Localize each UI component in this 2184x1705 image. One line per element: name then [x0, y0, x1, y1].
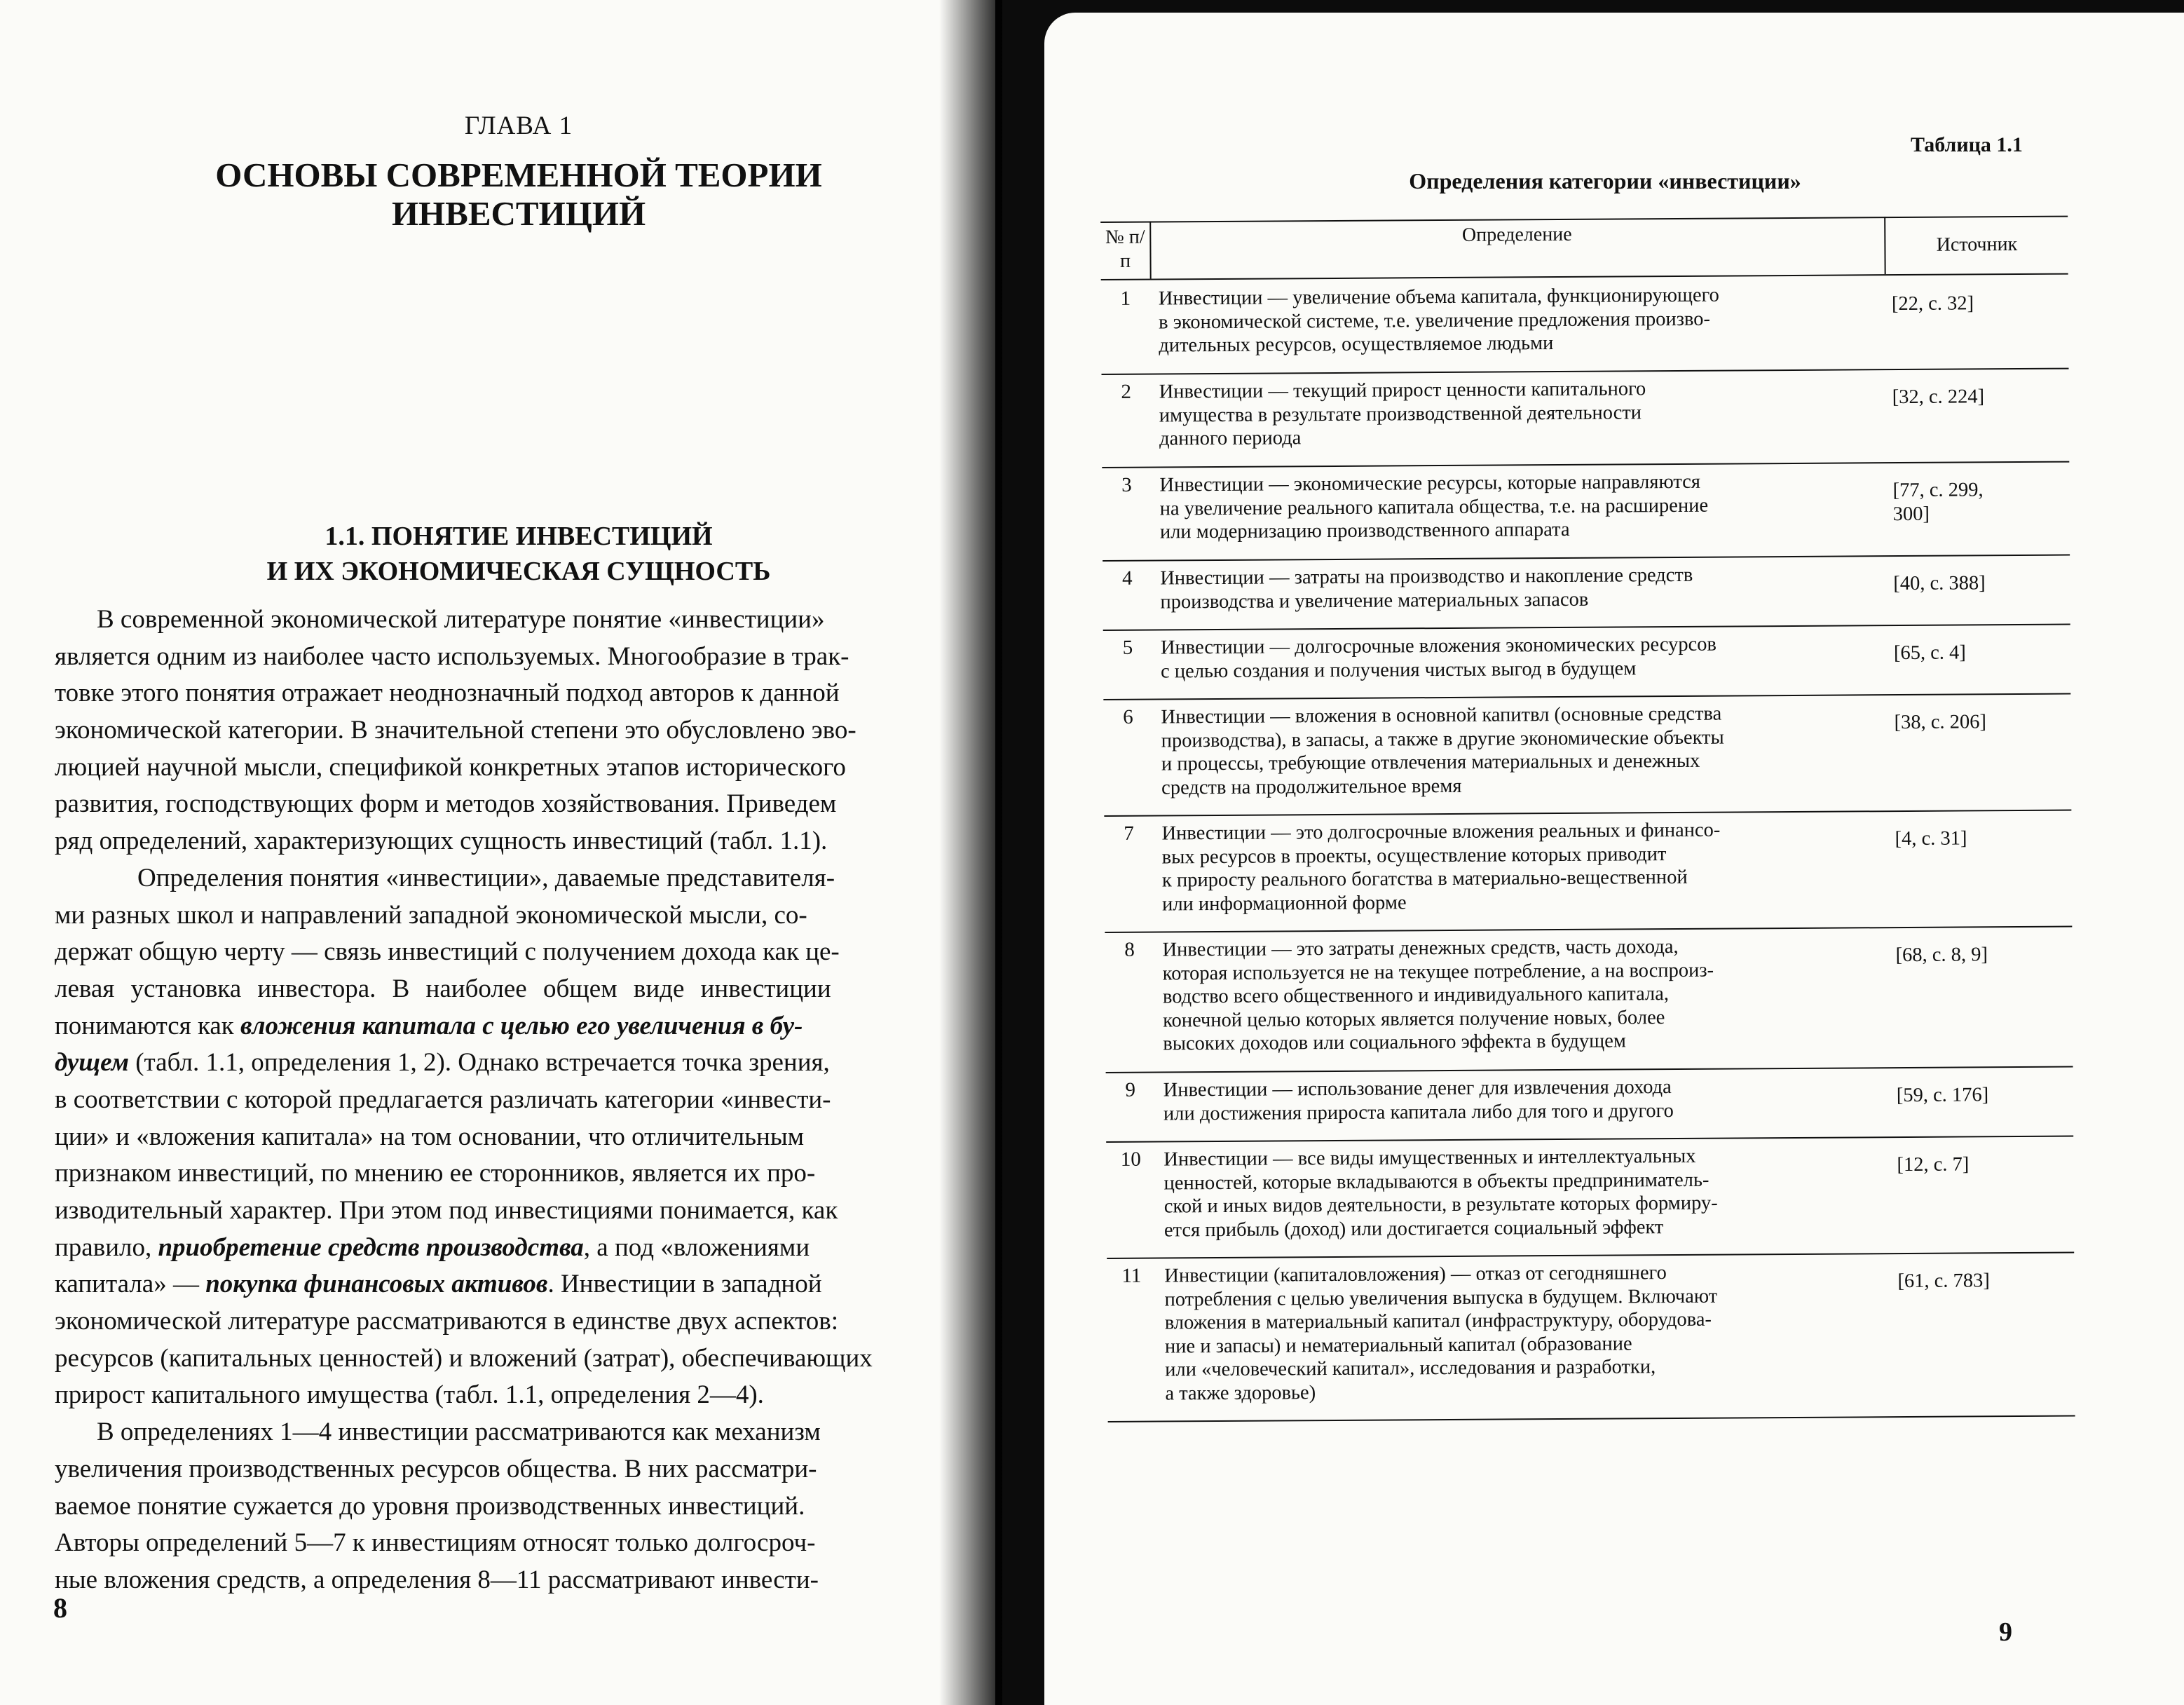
row-definition	[1164, 1260, 1894, 1405]
row-definition	[1159, 376, 1889, 451]
row-source	[1892, 292, 2067, 316]
row-number: 6	[1123, 705, 1133, 728]
row-definition	[1160, 562, 1889, 613]
text-line: является одним из наиболее часто используемых. Многообразие в трак-	[55, 641, 849, 671]
text-line: В определениях 1—4 инвестиции рассматриваются как механизм	[97, 1418, 821, 1447]
row-definition	[1162, 934, 1892, 1056]
definition-line: к приросту реального богатства в материально-вещественной	[1161, 866, 1688, 892]
table-row	[1103, 695, 2071, 817]
definition-line: с целью создания и получения чистых выгод в будущем	[1161, 657, 1637, 682]
table-row	[1106, 1137, 2074, 1259]
definition-line: вложения в материальный капитал (инфраструктуру, оборудова-	[1164, 1308, 1712, 1334]
definition-line: Инвестиции — все виды имущественных и интеллектуальных	[1163, 1145, 1696, 1171]
definition-line: имущества в результате производственной деятельности	[1159, 401, 1642, 426]
text-line: увеличения производственных ресурсов общества. В них рассматри-	[55, 1454, 817, 1483]
text-line: ваемое понятие сужается до уровня производственных инвестиций.	[55, 1491, 805, 1521]
row-number: 8	[1124, 938, 1135, 961]
table-row	[1103, 625, 2071, 700]
table-row	[1106, 1068, 2074, 1143]
text-run: . Инвестиции в западной	[547, 1270, 822, 1299]
chapter-title-line: ОСНОВЫ СОВРЕМЕННОЙ ТЕОРИИ	[215, 156, 822, 194]
source-line: [65, с. 4]	[1893, 641, 1966, 665]
row-number: 1	[1120, 287, 1131, 310]
text-line	[55, 1008, 995, 1045]
table-row	[1101, 276, 2069, 375]
text-line: признаком инвестиций, по мнению ее сторонников, является их про-	[55, 1159, 816, 1188]
text-line	[55, 1230, 995, 1267]
binding-shadow	[939, 0, 1002, 1705]
definition-line: дительных ресурсов, осуществляемое людьми	[1159, 332, 1554, 357]
text-line	[55, 1045, 995, 1082]
definitions-table	[1100, 195, 2076, 1554]
text-line: экономической литературе рассматриваются в единстве двух аспектов:	[55, 1307, 839, 1336]
source-line: [40, с. 388]	[1893, 572, 1986, 595]
chapter-title	[0, 156, 995, 233]
text-line: ные вложения средств, а определения 8—11 рассматривают инвести-	[55, 1565, 819, 1594]
row-source	[1895, 827, 2070, 851]
definition-line: в экономической системе, т.е. увеличение предложения произво-	[1158, 308, 1711, 333]
table-row	[1104, 811, 2072, 933]
definition-line: и процессы, требующие отвлечения материальных и денежных	[1161, 749, 1700, 775]
emphasis-text: покупка финансовых активов	[205, 1270, 548, 1299]
column-header-source: Источник	[1936, 233, 2018, 256]
page-number: 8	[53, 1592, 67, 1624]
definition-line: которая используется не на текущее потребление, а на воспроиз-	[1162, 959, 1714, 984]
definition-line: ние и запасы) и нематериальный капитал (образование	[1164, 1332, 1632, 1357]
source-line: [32, с. 224]	[1892, 386, 1985, 409]
row-definition	[1159, 283, 1888, 358]
source-line: [59, с. 176]	[1896, 1084, 1989, 1107]
text-run: капитала» —	[55, 1270, 206, 1299]
chapter-title-line: ИНВЕСТИЦИЙ	[391, 194, 646, 233]
column-header-num: № п/п	[1105, 226, 1145, 272]
text-run: (табл. 1.1, определения 1, 2). Однако встречается точка зрения,	[128, 1048, 830, 1078]
text-line: прирост капитального имущества (табл. 1.1, определения 2—4).	[55, 1380, 764, 1410]
definition-line: Инвестиции — использование денег для извлечения дохода	[1163, 1076, 1672, 1101]
emphasis-text: дущем	[55, 1048, 129, 1078]
row-number: 2	[1121, 380, 1132, 403]
text-line: товке этого понятия отражает неоднозначный подход авторов к данной	[55, 679, 840, 708]
text-line: держат общую черту — связь инвестиций с получением дохода как це-	[55, 937, 840, 967]
definition-line: Инвестиции — это долгосрочные вложения реальных и финансо-	[1161, 819, 1721, 845]
definition-line: производства), в запасы, а также в другие экономические объекты	[1161, 726, 1724, 752]
emphasis-text: вложения капитала с целью его увеличения в бу-	[240, 1011, 803, 1040]
definition-line: данного периода	[1159, 427, 1302, 450]
definition-line: водство всего общественного и индивидуального капитала,	[1162, 983, 1670, 1008]
chapter-label: ГЛАВА 1	[464, 111, 573, 140]
section-heading	[0, 519, 995, 589]
text-line: ряд определений, характеризующих сущность инвестиций (табл. 1.1).	[55, 827, 828, 856]
table-row	[1102, 463, 2070, 562]
row-definition	[1159, 469, 1889, 544]
source-line: [4, с. 31]	[1895, 827, 1967, 850]
definition-line: а также здоровье)	[1165, 1381, 1316, 1404]
definition-line: или модернизацию производственного аппарата	[1159, 518, 1570, 543]
definition-line: или достижения прироста капитала либо для того и другого	[1163, 1099, 1674, 1125]
row-source	[1892, 385, 2068, 409]
table-row	[1105, 928, 2073, 1073]
emphasis-text: приобретение средств производства	[158, 1232, 584, 1262]
definition-line: Инвестиции — текущий прирост ценности капитального	[1159, 378, 1646, 403]
source-line: [22, с. 32]	[1891, 292, 1974, 315]
table-top-rule	[1100, 216, 2068, 223]
row-number: 10	[1120, 1148, 1141, 1171]
source-line: 300]	[1892, 503, 1930, 525]
text-line: изводительный характер. При этом под инвестициями понимается, как	[55, 1196, 838, 1225]
table-label: Таблица 1.1	[1911, 133, 2023, 156]
table-title: Определения категории «инвестиции»	[1409, 168, 1801, 193]
row-source	[1894, 710, 2069, 735]
table-row	[1102, 369, 2070, 468]
text-run: понимаются как	[55, 1011, 241, 1040]
row-source	[1894, 641, 2069, 665]
row-number: 5	[1122, 636, 1133, 659]
definition-line: средств на продолжительное время	[1161, 775, 1462, 799]
text-line: люцией научной мысли, спецификой конкретных этапов исторического	[55, 752, 846, 782]
definition-line: или информационной форме	[1162, 891, 1407, 915]
source-line: [61, с. 783]	[1897, 1270, 1990, 1293]
page-number: 9	[1999, 1617, 2012, 1647]
source-line: [38, с. 206]	[1894, 711, 1987, 734]
row-source	[1895, 943, 2070, 967]
source-line: [12, с. 7]	[1897, 1153, 1970, 1176]
definition-line: конечной целью которых является получение новых, более	[1163, 1006, 1665, 1031]
row-definition	[1163, 1143, 1893, 1242]
definition-line: производства и увеличение материальных запасов	[1160, 588, 1589, 613]
definition-line: Инвестиции — экономические ресурсы, которые направляются	[1159, 470, 1701, 496]
text-line: в соответствии с которой предлагается различать категории «инвести-	[55, 1085, 831, 1114]
definition-line: ется прибыль (доход) или достигается социальный эффект	[1163, 1216, 1664, 1241]
row-number: 11	[1121, 1264, 1142, 1287]
text-line: ции» и «вложения капитала» на том основании, что отличительным	[55, 1122, 805, 1151]
text-line: развития, господствующих форм и методов хозяйствования. Приведем	[55, 789, 837, 819]
text-line: ресурсов (капитальных ценностей) и вложений (затрат), обеспечивающих	[55, 1343, 873, 1373]
definition-line: Инвестиции — затраты на производство и накопление средств	[1160, 564, 1693, 590]
definition-line: ценностей, которые вкладываются в объекты предприниматель-	[1163, 1169, 1709, 1194]
row-definition	[1161, 701, 1890, 799]
definition-line: ской и иных видов деятельности, в результате которых формиру-	[1163, 1192, 1718, 1218]
body-text	[55, 602, 995, 1599]
text-run: правило,	[55, 1232, 158, 1262]
row-definition	[1163, 1074, 1892, 1125]
section-heading-line: И ИХ ЭКОНОМИЧЕСКАЯ СУЩНОСТЬ	[266, 557, 771, 586]
text-line: Определения понятия «инвестиции», даваемые представителя-	[137, 863, 835, 892]
text-line: экономической категории. В значительной степени это обусловлено эво-	[55, 716, 856, 745]
row-number: 7	[1124, 822, 1134, 845]
row-source	[1893, 571, 2068, 596]
table-row	[1107, 1254, 2075, 1422]
left-page	[0, 0, 995, 1705]
row-number: 9	[1125, 1078, 1136, 1101]
row-definition	[1161, 632, 1890, 683]
section-heading-line: 1.1. ПОНЯТИЕ ИНВЕСТИЦИЙ	[325, 522, 713, 551]
definition-line: потребления с целью увеличения выпуска в будущем. Включают	[1164, 1285, 1718, 1310]
row-number: 4	[1121, 566, 1133, 590]
definition-line: на увеличение реального капитала общества, т.е. на расширение	[1159, 494, 1709, 519]
text-line	[55, 1266, 995, 1303]
right-page	[1044, 13, 2184, 1705]
row-source	[1892, 478, 2068, 527]
definition-line: Инвестиции (капиталовложения) — отказ от сегодняшнего	[1164, 1262, 1667, 1287]
text-line: ми разных школ и направлений западной экономической мысли, со-	[55, 900, 807, 930]
definition-line: Инвестиции — увеличение объема капитала, функционирующего	[1158, 284, 1719, 310]
row-source	[1897, 1269, 2073, 1293]
row-source	[1897, 1083, 2072, 1108]
text-line: левая установка инвестора. В наиболее общем виде инвестиции	[55, 974, 831, 1003]
text-run: , а под «вложениями	[583, 1232, 810, 1262]
definition-line: или «человеческий капитал», исследования и разработки,	[1165, 1356, 1656, 1381]
row-definition	[1161, 817, 1891, 916]
table-row	[1103, 556, 2070, 631]
definition-line: Инвестиции — это затраты денежных средств, часть дохода,	[1162, 935, 1679, 961]
column-header-definition: Определение	[1461, 223, 1572, 246]
text-line: Авторы определений 5—7 к инвестициям относят только долгосроч-	[55, 1528, 816, 1558]
definition-line: высоких доходов или социального эффекта в будущем	[1163, 1030, 1626, 1055]
definition-line: Инвестиции — вложения в основной капитвл (основные средства	[1161, 702, 1722, 728]
text-line: В современной экономической литературе понятие «инвестиции»	[97, 605, 825, 634]
definition-line: Инвестиции — долгосрочные вложения экономических ресурсов	[1160, 633, 1717, 659]
source-line: [68, с. 8, 9]	[1895, 944, 1988, 967]
row-number: 3	[1121, 473, 1132, 496]
row-source	[1897, 1153, 2072, 1177]
source-line: [77, с. 299,	[1892, 479, 1984, 502]
definition-line: вых ресурсов в проекты, осуществление которых приводит	[1161, 843, 1667, 868]
